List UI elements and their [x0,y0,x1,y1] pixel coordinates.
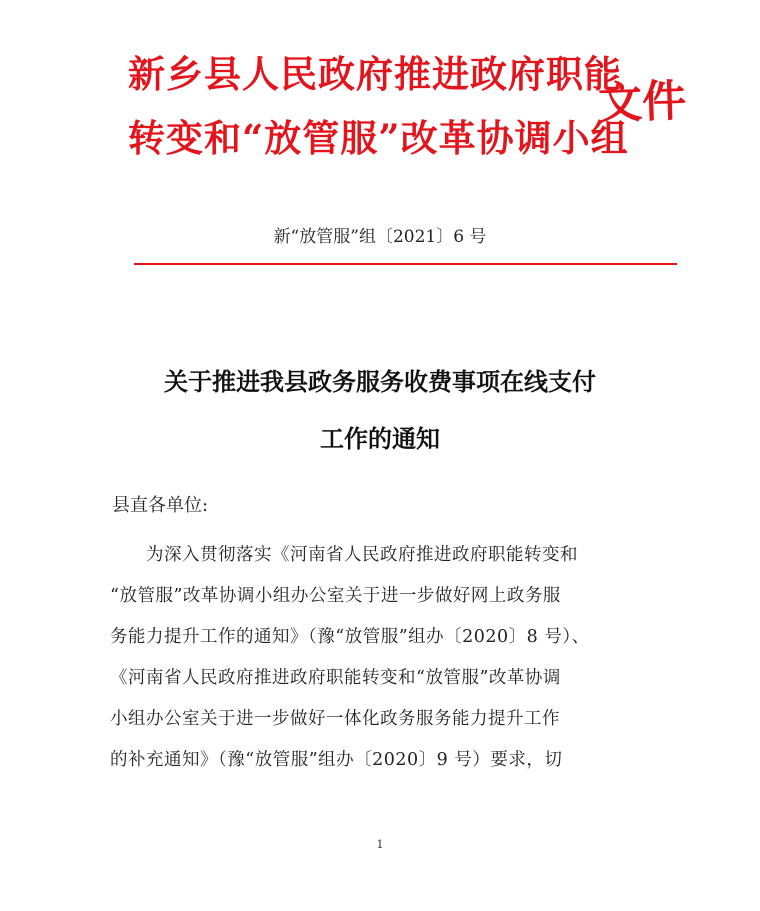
page-number: 1 [376,838,384,851]
issuer-header-suffix: 文件 [597,75,688,130]
body-line: 为深入贯彻落实《河南省人民政府推进政府职能转变和 [110,545,578,565]
body-line: 小组办公室关于进一步做好一体化政务服务能力提升工作 [110,709,560,729]
body-line: “放管服”改革协调小组办公室关于进一步做好网上政务服 [110,586,561,606]
issuer-header-line-1: 新乡县人民政府推进政府职能 [128,52,622,96]
salutation: 县直各单位: [112,495,209,516]
red-divider-line [134,263,677,265]
document-number: 新“放管服”组〔2021〕6 号 [273,227,487,247]
document-title-line-2: 工作的通知 [320,424,440,453]
body-line: 务能力提升工作的通知》（豫“放管服”组办〔2020〕8 号）、 [110,627,590,647]
issuer-header-line-2: 转变和“放管服”改革协调小组 [128,116,629,160]
body-line: 的补充通知》（豫“放管服”组办〔2020〕9 号）要求，切 [110,750,563,770]
document-title-line-1: 关于推进我县政务服务收费事项在线支付 [164,367,596,396]
body-line: 《河南省人民政府推进政府职能转变和“放管服”改革协调 [110,668,561,688]
